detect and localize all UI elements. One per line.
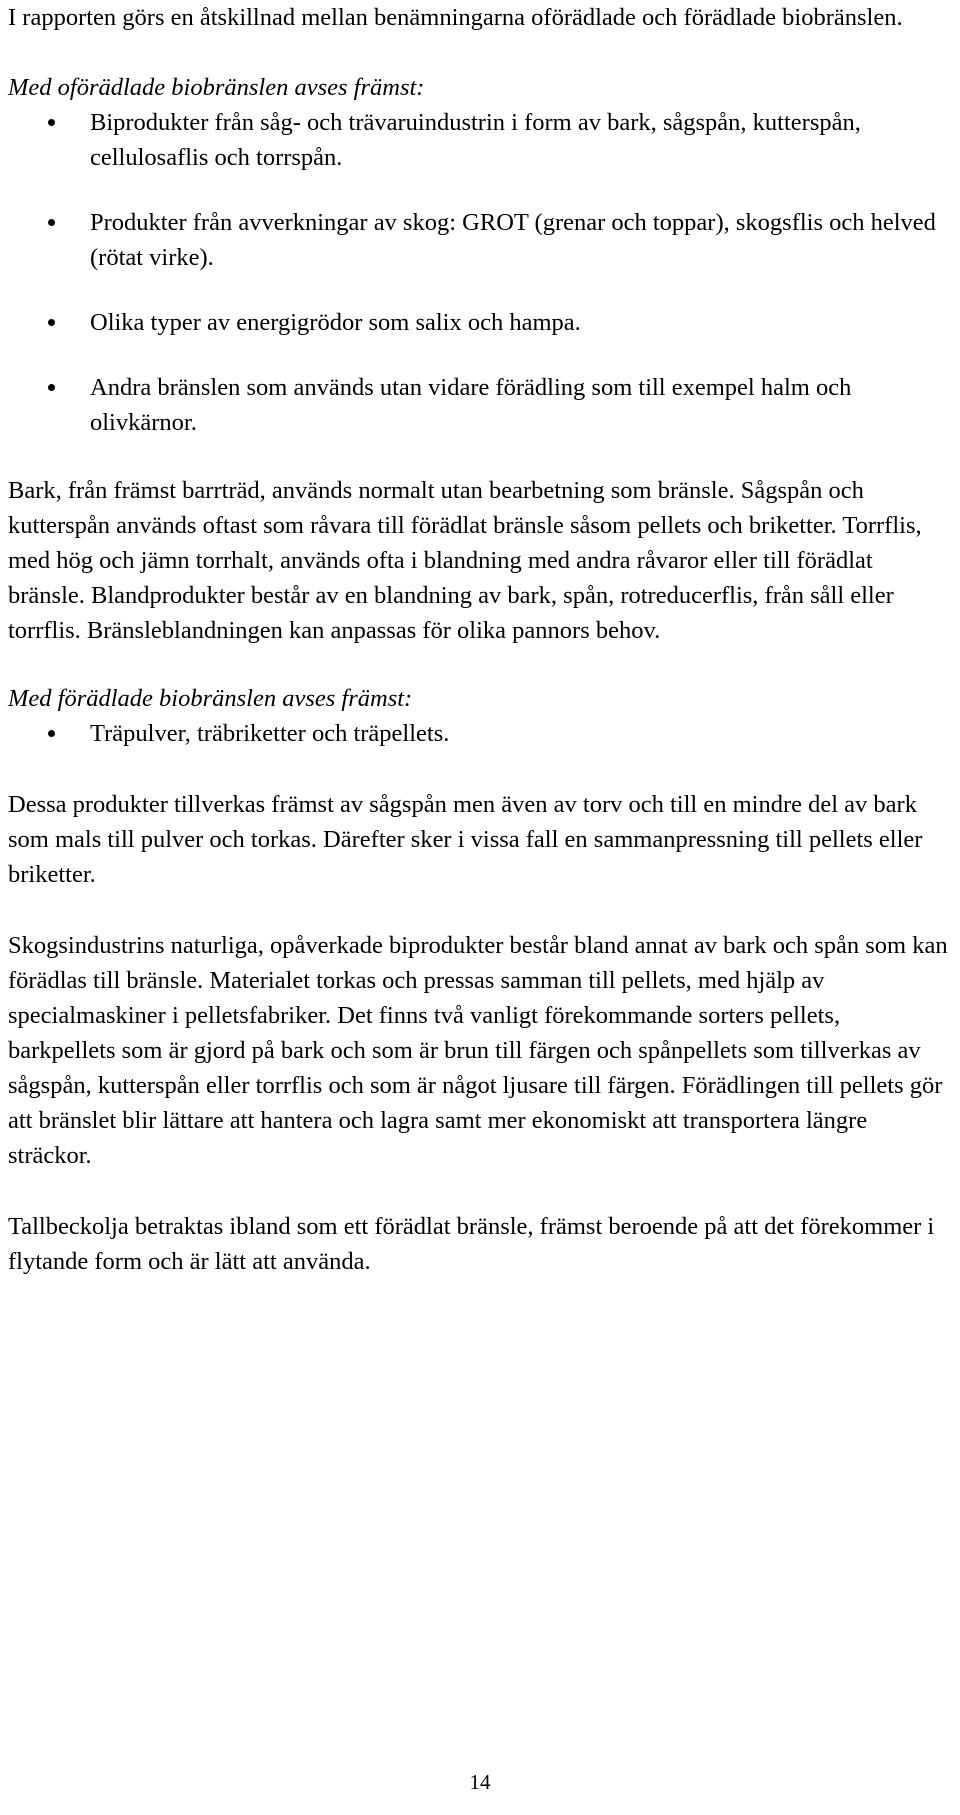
list-item: [8, 370, 948, 440]
refined-list: [8, 716, 948, 751]
list-item-text: Träpulver, träbriketter och träpellets.: [90, 720, 450, 747]
intro-paragraph: I rapporten görs en åtskillnad mellan benämningarna oförädlade och förädlade biobränslen.: [8, 4, 903, 31]
unrefined-list: [8, 105, 948, 440]
refined-heading: Med förädlade biobränslen avses främst:: [8, 685, 413, 712]
document-page: [8, 0, 948, 1279]
list-item: [8, 105, 948, 175]
bullet-icon: [48, 119, 55, 126]
bark-paragraph: Bark, från främst barrträd, används normalt utan bearbetning som bränsle. Sågspån och kutterspån används oftast som råvara till förädlat bränsle såsom pellets och briketter. Torrflis, med hög och jämn torrhalt, används ofta i blandning med andra råvaror eller till förädlat bränsle. Blandprodukter består av en blandning av bark, spån, rotreducerflis, från såll eller torrflis. Bränsleblandningen kan anpassas för olika pannors behov.: [8, 477, 922, 644]
unrefined-heading: Med oförädlade biobränslen avses främst:: [8, 74, 425, 101]
list-item-text: Andra bränslen som används utan vidare förädling som till exempel halm och olivkärnor.: [90, 374, 852, 436]
list-item: [8, 716, 948, 751]
page-number: 14: [469, 1770, 491, 1794]
products-paragraph: Dessa produkter tillverkas främst av sågspån men även av torv och till en mindre del av bark som mals till pulver och torkas. Därefter sker i vissa fall en sammanpressning till pellets eller briketter.: [8, 791, 923, 888]
tall-oil-paragraph: Tallbeckolja betraktas ibland som ett förädlat bränsle, främst beroende på att det förekommer i flytande form och är lätt att använda.: [8, 1213, 935, 1275]
list-item: [8, 305, 948, 340]
bullet-icon: [48, 730, 55, 737]
list-item-text: Olika typer av energigrödor som salix och hampa.: [90, 309, 581, 336]
bullet-icon: [48, 319, 55, 326]
list-item: [8, 205, 948, 275]
forestry-paragraph: Skogsindustrins naturliga, opåverkade biprodukter består bland annat av bark och spån som kan förädlas till bränsle. Materialet torkas och pressas samman till pellets, med hjälp av specialmaskiner i pelletsfabriker. Det finns två vanligt förekommande sorters pellets, barkpellets som är gjord på bark och som är brun till färgen och spånpellets som tillverkas av sågspån, kutterspån eller torrflis och som är något ljusare till färgen. Förädlingen till pellets gör att bränslet blir lättare att hantera och lagra samt mer ekonomiskt att transportera längre sträckor.: [8, 932, 948, 1169]
bullet-icon: [48, 384, 55, 391]
list-item-text: Produkter från avverkningar av skog: GROT (grenar och toppar), skogsflis och helved (rötat virke).: [90, 209, 936, 271]
list-item-text: Biprodukter från såg- och trävaruindustrin i form av bark, sågspån, kutterspån, cellulosaflis och torrspån.: [90, 109, 861, 171]
bullet-icon: [48, 219, 55, 226]
